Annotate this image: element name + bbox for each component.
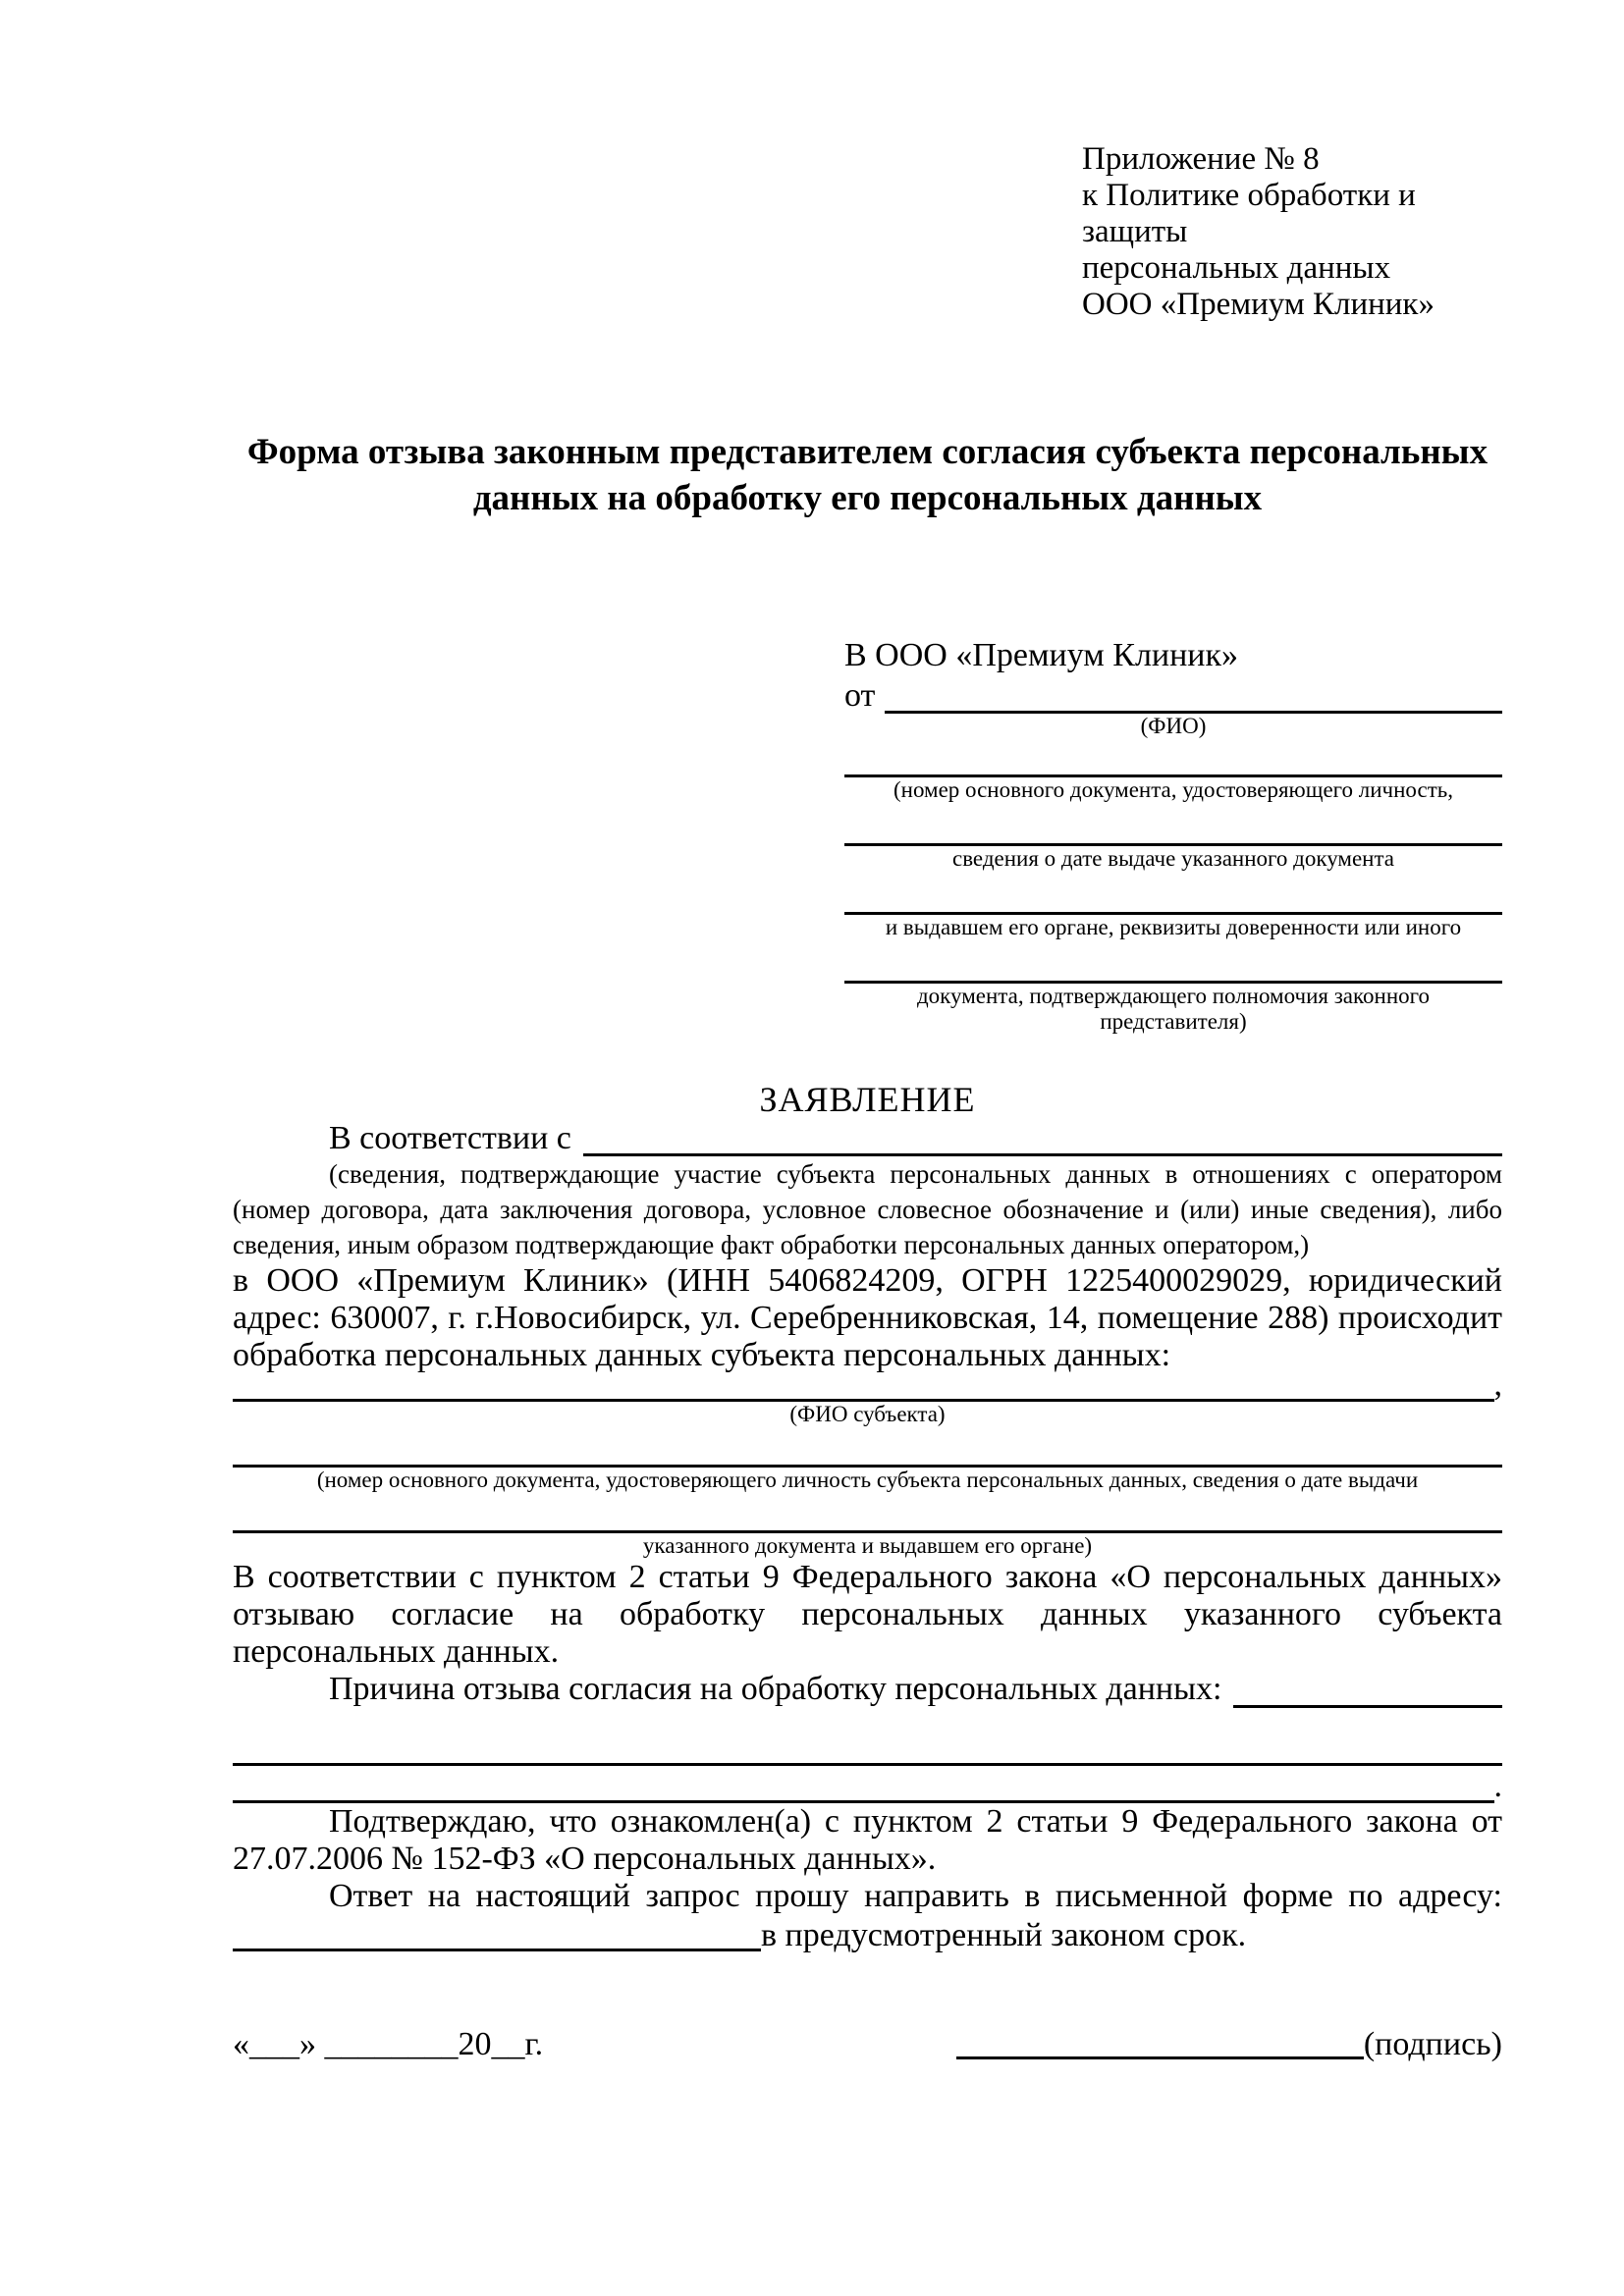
subject-name-row <box>233 1366 1502 1403</box>
subject-document-caption-1: (номер основного документа, удостоверяющего личность субъекта персональных данных, сведения о дате выдачи <box>316 1468 1419 1492</box>
from-label: от <box>844 677 876 714</box>
reason-end-row <box>233 1766 1502 1803</box>
reason-line-period: . <box>1493 1768 1502 1804</box>
operator-paragraph: в ООО «Премиум Клиник» (ИНН 5406824209, ОГРН 1225400029029, юридический адрес: 630007, г. г.Новосибирск, ул. Серебренниковская, 14, помещение 288) происходит обработка персональных данных субъекта персональных данных: <box>233 1262 1502 1373</box>
reason-row <box>233 1671 1502 1708</box>
fio-caption: (ФИО) <box>1140 714 1207 738</box>
issuing-authority-line[interactable] <box>844 872 1502 915</box>
withdrawal-paragraph: В соответствии с пунктом 2 статьи 9 Федерального закона «О персональных данных» отзываю согласие на обработку персональных данных указанного субъекта персональных данных. <box>233 1559 1502 1670</box>
subject-document-caption-2: указанного документа и выдавшем его органе) <box>642 1533 1093 1558</box>
authority-document-line[interactable] <box>844 940 1502 984</box>
addressee-organization: В ООО «Премиум Клиник» <box>844 637 1239 673</box>
issuing-authority-caption: и выдавшем его органе, реквизиты доверенности или иного <box>885 915 1462 939</box>
document-number-line[interactable] <box>844 739 1502 777</box>
signature-row <box>233 2024 1502 2065</box>
date-line[interactable]: «___» ________20__г. <box>233 2026 544 2062</box>
subject-document-line-1[interactable] <box>233 1427 1502 1468</box>
reason-prefix: Причина отзыва согласия на обработку персональных данных: <box>329 1671 1222 1707</box>
reply-suffix: в предусмотренный законом срок. <box>761 1917 1247 1953</box>
intro-prefix: В соответствии с <box>329 1120 571 1156</box>
statement-heading: ЗАЯВЛЕНИЕ <box>759 1080 976 1119</box>
subject-document-line-2[interactable] <box>233 1493 1502 1533</box>
subject-line-comma: , <box>1493 1366 1502 1403</box>
appendix-header-line-4: ООО «Премиум Клиник» <box>1082 287 1435 322</box>
from-row <box>844 678 1502 714</box>
reply-address-row <box>233 1915 1502 1956</box>
signature-line[interactable] <box>956 2056 1364 2059</box>
signature-block <box>956 2024 1502 2065</box>
appendix-header-line-2: к Политике обработки и защиты <box>1082 178 1416 249</box>
issue-date-caption: сведения о дате выдаче указанного документа <box>951 846 1395 871</box>
confirmation-paragraph: Подтверждаю, что ознакомлен(а) с пунктом 2 статьи 9 Федерального закона от 27.07.2006 № 152-ФЗ «О персональных данных». <box>233 1803 1502 1877</box>
withdrawal-reason-line-2[interactable] <box>233 1708 1502 1766</box>
consent-basis-line[interactable] <box>583 1121 1502 1156</box>
appendix-header-line-1: Приложение № 8 <box>1082 141 1320 177</box>
basis-caption: (сведения, подтверждающие участие субъекта персональных данных в отношениях с оператором (номер договора, дата заключения договора, условное словесное обозначение и (или) иные сведения), либо сведения, иным образом подтверждающие факт обработки персональных данных оператором,) <box>233 1159 1502 1259</box>
document-number-caption: (номер основного документа, удостоверяющего личность, <box>893 777 1453 802</box>
intro-row <box>233 1121 1502 1156</box>
reply-address-line[interactable] <box>233 1915 761 1951</box>
issue-date-line[interactable] <box>844 803 1502 846</box>
reply-prefix-paragraph: Ответ на настоящий запрос прошу направить в письменной форме по адресу: <box>329 1878 1502 1914</box>
representative-name-line[interactable] <box>885 678 1502 714</box>
withdrawal-reason-line-1[interactable] <box>1233 1671 1502 1708</box>
appendix-header-line-3: персональных данных <box>1082 250 1391 286</box>
authority-document-caption: документа, подтверждающего полномочия законного представителя) <box>916 984 1430 1034</box>
subject-fio-caption: (ФИО субъекта) <box>789 1402 946 1426</box>
signature-caption: (подпись) <box>1363 2026 1502 2062</box>
addressee-block <box>844 633 1502 1035</box>
appendix-header <box>1082 141 1502 323</box>
document-title: Форма отзыва законным представителем согласия субъекта персональных данных на обработку его персональных данных <box>246 432 1489 518</box>
